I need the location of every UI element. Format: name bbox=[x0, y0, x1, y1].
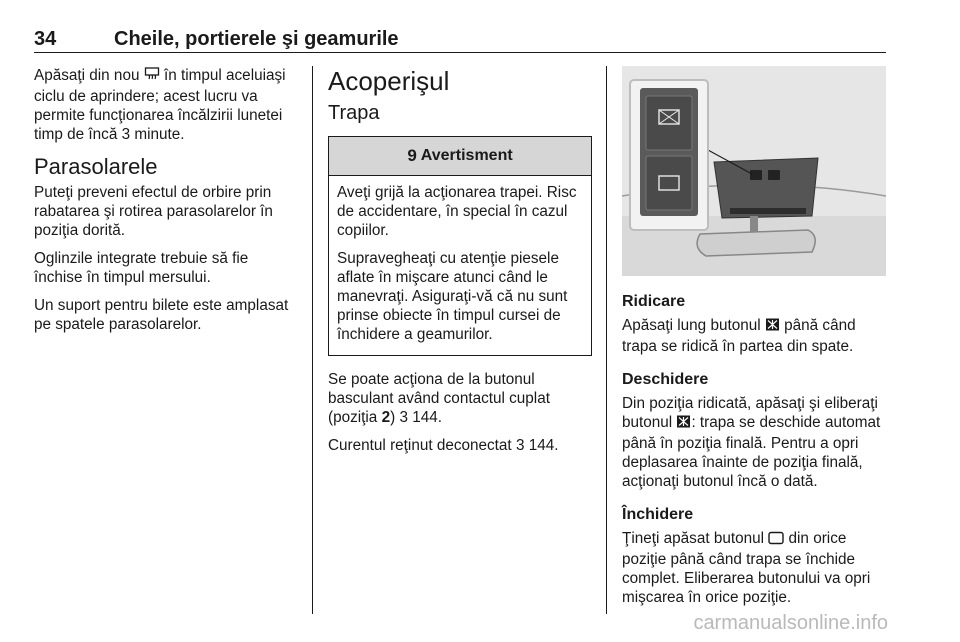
tilt-text: Apăsaţi lung butonul până când trapa se ridică în partea din spate. bbox=[622, 317, 856, 355]
column-divider-right bbox=[606, 66, 607, 614]
open-heading: Deschidere bbox=[622, 371, 709, 388]
sunroof-close-button-icon bbox=[768, 531, 784, 550]
warning-text-2: Supravegheaţi cu atenţie piesele aflate în mişcare atunci când le manevraţi. Asiguraţi-vă că nu sunt prinse obiecte în timpul cursei de închidere a geamurilor. bbox=[337, 250, 568, 343]
warning-box bbox=[328, 136, 592, 356]
rear-window-heating-text: Apăsaţi din nou în timpul aceluiaşi ciclu de aprindere; acest lucru va permite funcţionarea încălzirii lunetei timp de încă 3 minute. bbox=[34, 67, 286, 143]
open-text: Din poziţia ridicată, apăsaţi şi eliberaţi butonul : trapa se deschide automat până în poziţia finală. Pentru a opri deplasarea înainte de poziţia finală, acţionaţi butonul încă o dată. bbox=[622, 395, 881, 490]
warning-header bbox=[329, 137, 591, 176]
tilt-heading: Ridicare bbox=[622, 293, 686, 310]
column-right bbox=[622, 66, 888, 616]
sunroof-switch-illustration bbox=[622, 66, 886, 276]
warning-body bbox=[329, 176, 591, 355]
rear-window-heating-icon bbox=[144, 66, 160, 87]
chapter-title: Cheile, portierele şi geamurile bbox=[114, 28, 399, 50]
page-header bbox=[34, 28, 886, 53]
sun-visors-text-1: Puteţi preveni efectul de orbire prin rabatarea şi rotirea parasolarelor în poziţia dorită. bbox=[34, 184, 273, 239]
warning-icon: 9 bbox=[407, 146, 417, 165]
warning-label: Avertisment bbox=[420, 147, 513, 164]
sunroof-subheading: Trapa bbox=[328, 102, 380, 124]
sun-visors-heading: Parasolarele bbox=[34, 154, 158, 179]
roof-heading: Acoperişul bbox=[328, 66, 450, 96]
close-text: Ţineţi apăsat butonul din orice poziţie până când trapa se închide complet. Eliberarea butonului va opri mişcarea în orice poziţie. bbox=[622, 530, 871, 606]
page-number: 34 bbox=[34, 28, 57, 50]
column-left bbox=[34, 66, 300, 343]
column-divider-left bbox=[312, 66, 313, 614]
page-reference-icon: 3 bbox=[399, 409, 408, 426]
sun-visors-text-2: Oglinzile integrate trebuie să fie închise în timpul mersului. bbox=[34, 250, 249, 286]
warning-text-1: Aveţi grijă la acţionarea trapei. Risc de accidentare, în special în cazul copiilor. bbox=[337, 184, 577, 239]
sunroof-tilt-button-icon bbox=[765, 317, 780, 337]
retained-power-text: Curentul reţinut deconectat 3 144. bbox=[328, 437, 559, 454]
sun-visors-text-3: Un suport pentru bilete este amplasat pe spatele parasolarelor. bbox=[34, 297, 289, 333]
close-heading: Închidere bbox=[622, 506, 694, 523]
page-reference-icon: 3 bbox=[515, 437, 525, 454]
ignition-position: 2 bbox=[381, 409, 391, 426]
column-middle bbox=[328, 66, 592, 464]
sunroof-open-button-icon bbox=[676, 414, 691, 434]
operation-text: Se poate acţiona de la butonul basculant având contactul cuplat (poziţia 2) 3 144. bbox=[328, 371, 550, 426]
watermark: carmanualsonline.info bbox=[693, 612, 888, 634]
